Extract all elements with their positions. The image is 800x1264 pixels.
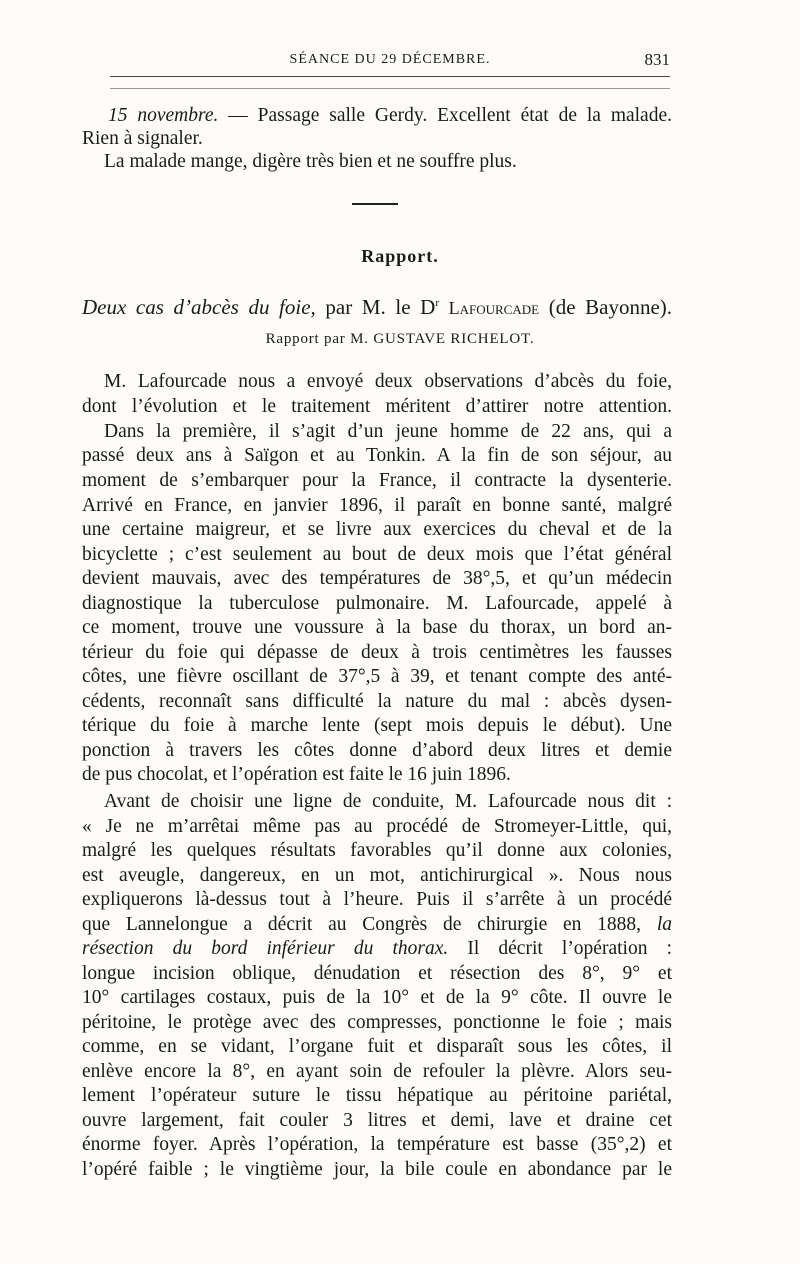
paper-title	[82, 295, 672, 320]
section-title: Rapport.	[361, 246, 439, 266]
running-title: SÉANCE DU 29 DÉCEMBRE.	[289, 52, 491, 67]
body-line: lement l’opérateur suture le tissu hépatique au péritoine pariétal,	[82, 1085, 672, 1106]
body-line: dont l’évolution et le traitement méritent d’attirer notre attention.	[82, 396, 672, 417]
body-line: bicyclette ; c’est seulement au bout de deux mois que l’état général	[82, 544, 672, 565]
body-line: devient mauvais, avec des températures de 38°,5, et qu’un médecin	[82, 568, 672, 589]
body-line	[82, 937, 672, 961]
paper-by-sup: r	[435, 297, 439, 309]
body-line: ce moment, trouve une voussure à la base du thorax, un bord an-	[82, 617, 672, 638]
body-line: Arrivé en France, en janvier 1896, il paraît en bonne santé, malgré	[82, 495, 672, 516]
header-rule	[110, 88, 670, 89]
body-line: expliquerons là-dessus tout à l’heure. Puis il s’arrête à un procédé	[82, 889, 672, 910]
paper-author: Lafourcade	[448, 298, 540, 318]
body-line: diagnostique la tuberculose pulmonaire. M. Lafourcade, appelé à	[82, 593, 672, 614]
body-line: ouvre largement, fait couler 3 litres et demi, lave et draine cet	[82, 1110, 672, 1131]
body-line: enlève encore la 8°, en ayant soin de refouler la plèvre. Alors seu-	[82, 1061, 672, 1082]
body-line: M. Lafourcade nous a envoyé deux observations d’abcès du foie,	[104, 371, 672, 392]
body-line: est aveugle, dangereux, en un mot, antichirurgical ». Nous nous	[82, 865, 672, 886]
body-line: Dans la première, il s’agit d’un jeune homme de 22 ans, qui a	[104, 421, 672, 442]
body-line: longue incision oblique, dénudation et résection des 8°, 9° et	[82, 963, 672, 984]
body-line: moment de s’embarquer pour la France, il contracte la dysenterie.	[82, 470, 672, 491]
body-line: Avant de choisir une ligne de conduite, M. Lafourcade nous dit :	[104, 791, 672, 812]
body-line: comme, en se vidant, l’organe fuit et disparaît sous les côtes, il	[82, 1036, 672, 1057]
intro-text: — Passage salle Gerdy. Excellent état de la malade.	[218, 105, 672, 126]
body-line: « Je ne m’arrêtai même pas au procédé de Stromeyer-Little, qui,	[82, 816, 672, 837]
body-line: côtes, une fièvre oscillant de 37°,5 à 39, et tenant compte des anté-	[82, 666, 672, 687]
body-line: cédents, reconnaît sans difficulté la nature du mal : abcès dysen-	[82, 691, 672, 712]
body-line	[82, 913, 672, 937]
page-number: 831	[644, 50, 670, 69]
body-line: 10° cartilages costaux, puis de la 10° et de la 9° côte. Il ouvre le	[82, 987, 672, 1008]
body-line: térique du foie à marche lente (sept mois depuis le début). Une	[82, 715, 672, 736]
body-line: de pus chocolat, et l’opération est faite le 16 juin 1896.	[82, 764, 511, 785]
paper-by: par M. le D	[325, 295, 436, 319]
inline-italic: résection du bord inférieur du thorax.	[82, 938, 449, 959]
intro-line: La malade mange, digère très bien et ne souffre plus.	[104, 151, 517, 172]
paper-title-italic: Deux cas d’abcès du foie,	[82, 295, 316, 319]
intro-line	[108, 104, 672, 128]
section-separator	[352, 203, 398, 205]
paper-place: (de Bayonne).	[548, 295, 673, 319]
body-line: térieur du foie qui dépasse de deux à trois centimètres les fausses	[82, 642, 672, 663]
body-line: l’opéré faible ; le vingtième jour, la bile coule en abondance par le	[82, 1159, 672, 1180]
body-line: une certaine maigreur, et se livre aux exercices du cheval et de la	[82, 519, 672, 540]
body-line: passé deux ans à Saïgon et au Tonkin. A la fin de son séjour, au	[82, 445, 672, 466]
body-line-text: Il décrit l’opération :	[448, 938, 672, 959]
rapporteur: Rapport par M. GUSTAVE RICHELOT.	[265, 331, 535, 347]
body-line: malgré les quelques résultats favorables qu’il donne aux colonies,	[82, 840, 672, 861]
inline-italic: la	[656, 914, 673, 935]
body-line-text: que Lannelongue a décrit au Congrès de chirurgie en 1888,	[82, 914, 642, 935]
body-line: péritoine, le protège avec des compresses, ponctionne le foie ; mais	[82, 1012, 672, 1033]
body-line: énorme foyer. Après l’opération, la température est basse (35°,2) et	[82, 1134, 672, 1155]
intro-line: Rien à signaler.	[82, 128, 203, 149]
body-line: ponction à travers les côtes donne d’abord deux litres et demie	[82, 740, 672, 761]
page-header	[110, 50, 670, 77]
date-label: 15 novembre.	[108, 105, 219, 126]
